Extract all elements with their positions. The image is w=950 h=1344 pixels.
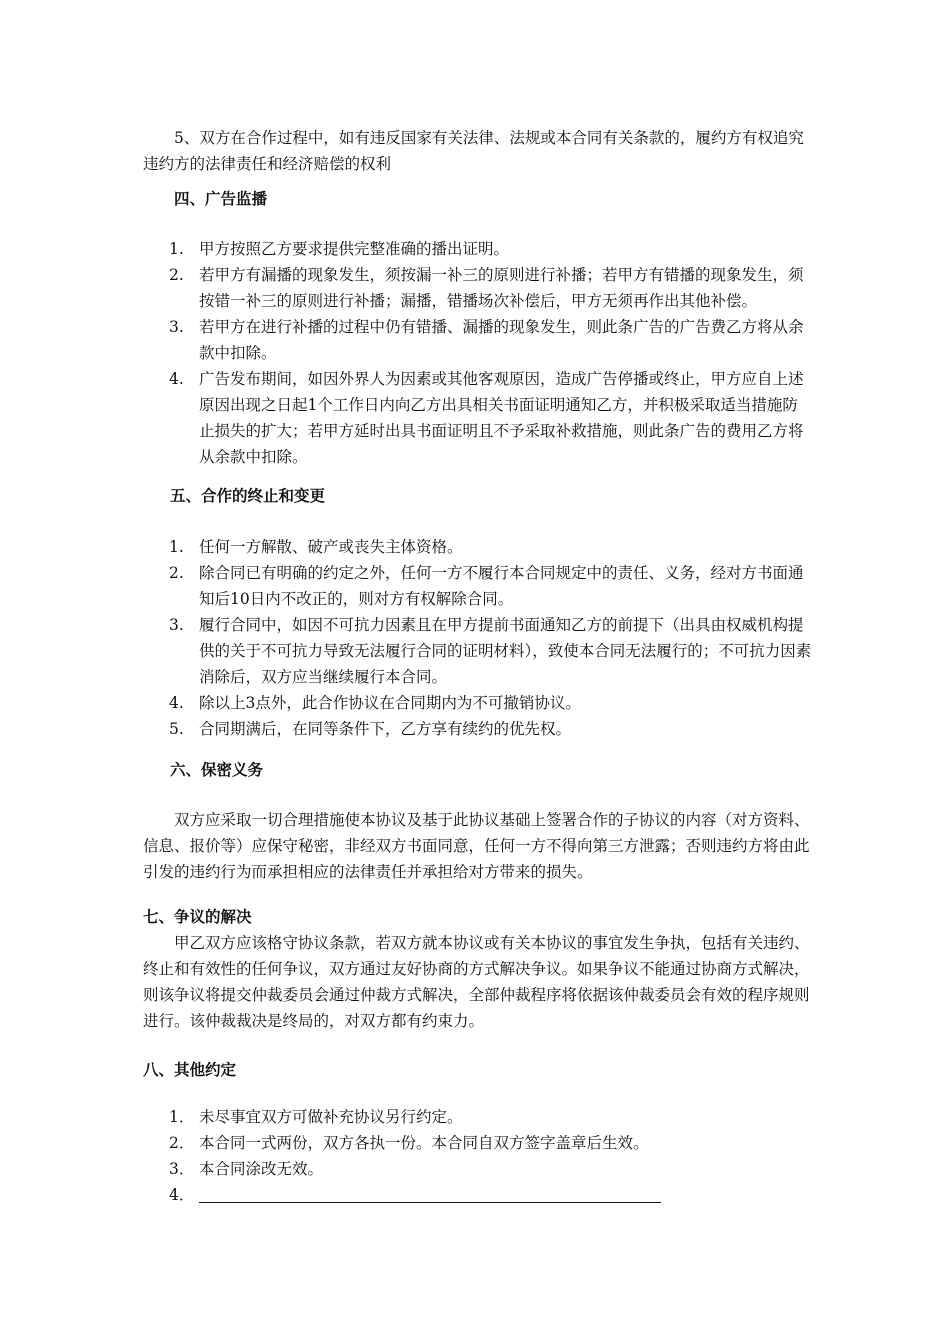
section-heading-other: 八、其他约定 <box>143 1061 237 1079</box>
list-item-number: 5. <box>169 720 184 738</box>
other-list <box>143 1104 813 1208</box>
list-item <box>143 314 813 366</box>
list-item <box>143 534 813 560</box>
list-item-number: 1． <box>169 1108 195 1126</box>
list-item-text: 任何一方解散、破产或丧失主体资格。 <box>199 538 463 556</box>
list-item <box>143 236 813 262</box>
list-item-number: 2. <box>169 564 184 582</box>
list-item-number: 2. <box>169 266 184 284</box>
list-item-text: 本合同涂改无效。 <box>199 1160 324 1178</box>
list-item-text: 除合同已有明确的约定之外，任何一方不履行本合同规定中的责任、义务，经对方书面通知后10日内不改正的，则对方有权解除合同。 <box>199 564 804 608</box>
list-item-text: 除以上3点外，此合作协议在合同期内为不可撤销协议。 <box>199 694 581 712</box>
list-item <box>143 560 813 612</box>
monitoring-list <box>143 236 813 470</box>
list-item-number: 4. <box>169 370 184 388</box>
list-item-number: 3. <box>169 318 184 336</box>
list-item <box>143 1130 813 1156</box>
list-item-number: 3． <box>169 1160 195 1178</box>
list-item-text: 未尽事宜双方可做补充协议另行约定。 <box>199 1108 463 1126</box>
list-item-text: 甲方按照乙方要求提供完整准确的播出证明。 <box>199 240 510 258</box>
list-item-number: 4． <box>169 1186 195 1204</box>
list-item <box>143 612 813 690</box>
list-item <box>143 1182 813 1208</box>
section-heading-confidentiality: 六、保密义务 <box>170 761 264 779</box>
list-item-number: 1. <box>169 538 184 556</box>
list-item-number: 3. <box>169 616 184 634</box>
section-heading-disputes: 七、争议的解决 <box>143 908 252 926</box>
list-item <box>143 366 813 470</box>
list-item <box>143 262 813 314</box>
list-item <box>143 690 813 716</box>
disputes-paragraph: 甲乙双方应该格守协议条款，若双方就本协议或有关本协议的事宜发生争执，包括有关违约、终止和有效性的任何争议，双方通过友好协商的方式解决争议。如果争议不能通过协商方式解决，则该争议将提交仲裁委员会通过仲裁方式解决，全部仲裁程序将依据该仲裁委员会有效的程序规则进行。该仲裁裁决是终局的，对双方都有约束力。 <box>143 934 810 1030</box>
list-item-text: 履行合同中，如因不可抗力因素且在甲方提前书面通知乙方的前提下（出具由权威机构提供的关于不可抗力导致无法履行合同的证明材料），致使本合同无法履行的；不可抗力因素消除后，双方应当继续履行本合同。 <box>199 616 812 686</box>
clause-5-paragraph: 5、双方在合作过程中，如有违反国家有关法律、法规或本合同有关条款的，履约方有权追究违约方的法律责任和经济赔偿的权利 <box>143 129 804 173</box>
list-item-text: 广告发布期间，如因外界人为因素或其他客观原因，造成广告停播或终止，甲方应自上述原因出现之日起1个工作日内向乙方出具相关书面证明通知乙方，并积极采取适当措施防止损失的扩大；若甲方延时出具书面证明且不予采取补救措施，则此条广告的费用乙方将从余款中扣除。 <box>199 370 804 466</box>
list-item <box>143 1156 813 1182</box>
list-item-number: 4. <box>169 694 184 712</box>
list-item-text: 若甲方在进行补播的过程中仍有错播、漏播的现象发生，则此条广告的广告费乙方将从余款中扣除。 <box>199 318 804 362</box>
list-item-text: 本合同一式两份，双方各执一份。本合同自双方签字盖章后生效。 <box>199 1134 649 1152</box>
list-item <box>143 1104 813 1130</box>
termination-list <box>143 534 813 742</box>
list-item <box>143 716 813 742</box>
section-heading-monitoring: 四、广告监播 <box>174 190 268 208</box>
list-item-number: 2． <box>169 1134 195 1152</box>
fill-in-blank-line <box>199 1184 661 1203</box>
confidentiality-paragraph: 双方应采取一切合理措施使本协议及基于此协议基础上签署合作的子协议的内容（对方资料、信息、报价等）应保守秘密，非经双方书面同意，任何一方不得向第三方泄露；否则违约方将由此引发的违约行为而承担相应的法律责任并承担给对方带来的损失。 <box>143 811 810 881</box>
list-item-text: 合同期满后，在同等条件下，乙方享有续约的优先权。 <box>199 720 572 738</box>
section-heading-termination: 五、合作的终止和变更 <box>170 487 326 505</box>
list-item-number: 1. <box>169 240 184 258</box>
list-item-text: 若甲方有漏播的现象发生，须按漏一补三的原则进行补播；若甲方有错播的现象发生，须按错一补三的原则进行补播；漏播，错播场次补偿后，甲方无须再作出其他补偿。 <box>199 266 804 310</box>
